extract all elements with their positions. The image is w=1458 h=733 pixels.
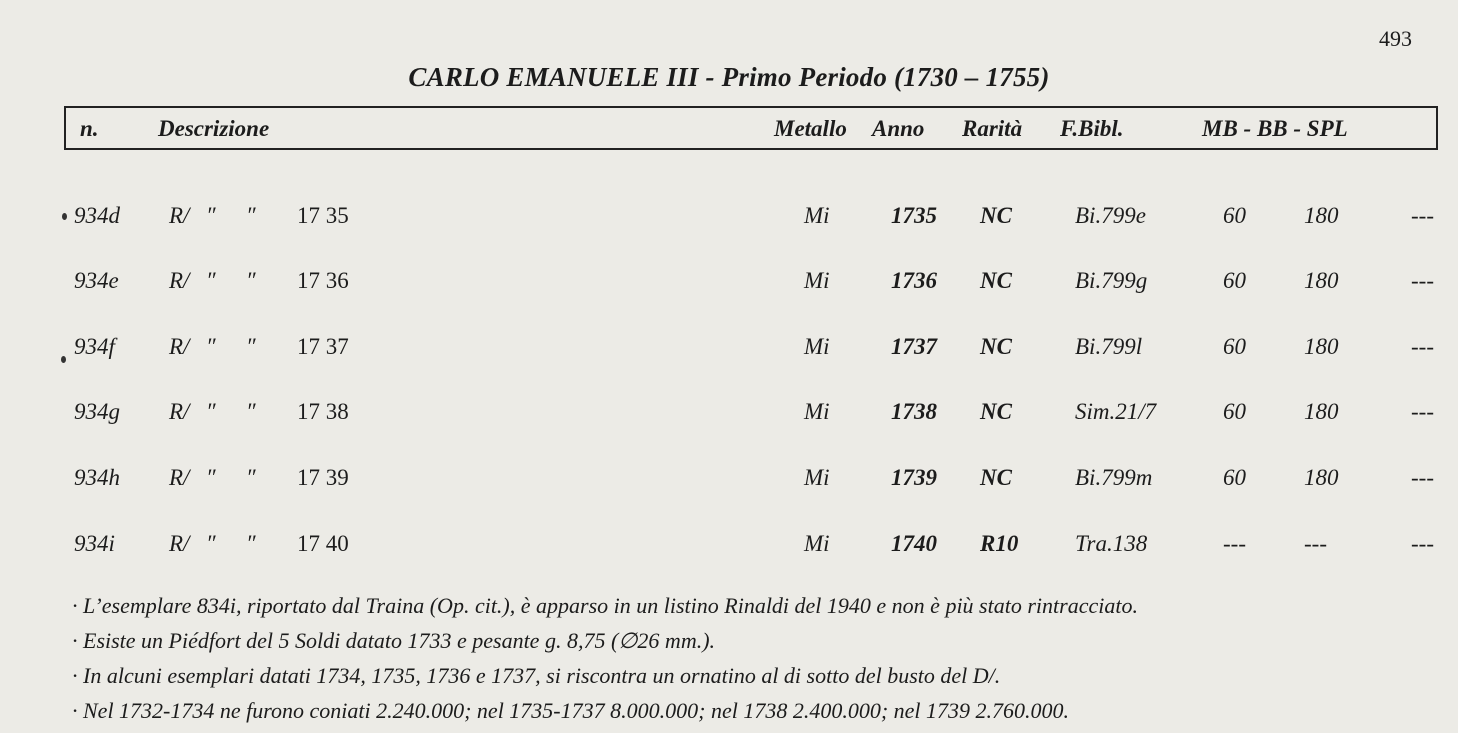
cell-mb: 60 <box>1223 399 1246 424</box>
cell-metallo: Mi <box>804 465 830 490</box>
header-n: n. <box>80 116 99 141</box>
cell-mb: 60 <box>1223 334 1246 359</box>
cell-date: 17 37 <box>297 334 349 359</box>
page-number: 493 <box>1379 26 1412 51</box>
cell-date: 17 35 <box>297 203 349 228</box>
cell-n: 934d <box>74 203 120 228</box>
cell-metallo: Mi <box>804 531 830 556</box>
cell-rarita: R10 <box>980 531 1019 556</box>
cell-rarita: NC <box>980 465 1012 490</box>
table-header <box>64 106 1438 150</box>
cell-rarita: NC <box>980 268 1012 293</box>
cell-reverse: R/ <box>169 531 190 556</box>
cell-rarita: NC <box>980 399 1012 424</box>
cell-ditto: ″ <box>206 465 216 490</box>
header-anno: Anno <box>872 116 925 141</box>
note: · Nel 1732-1734 ne furono coniati 2.240.000; nel 1735-1737 8.000.000; nel 1738 2.400.000; nel 1739 2.760.000. <box>72 698 1070 723</box>
cell-n: 934f <box>74 334 115 359</box>
cell-spl: --- <box>1411 268 1434 293</box>
cell-date: 17 39 <box>297 465 349 490</box>
cell-fbibl: Bi.799m <box>1075 465 1153 490</box>
cell-mb: 60 <box>1223 465 1246 490</box>
cell-anno: 1738 <box>891 399 937 424</box>
cell-ditto: ″ <box>246 465 256 490</box>
header-fbibl: F.Bibl. <box>1060 116 1124 141</box>
cell-bb: 180 <box>1304 399 1339 424</box>
note: · In alcuni esemplari datati 1734, 1735, 1736 e 1737, si riscontra un ornatino al di sotto del busto del D/. <box>72 663 1001 688</box>
cell-date: 17 40 <box>297 531 349 556</box>
table-row <box>0 334 1458 368</box>
cell-spl: --- <box>1411 531 1434 556</box>
cell-metallo: Mi <box>804 399 830 424</box>
cell-date: 17 38 <box>297 399 349 424</box>
cell-ditto: ″ <box>206 399 216 424</box>
cell-metallo: Mi <box>804 334 830 359</box>
cell-ditto: ″ <box>246 268 256 293</box>
header-descrizione: Descrizione <box>158 116 270 141</box>
cell-bb: 180 <box>1304 334 1339 359</box>
cell-ditto: ″ <box>206 531 216 556</box>
cell-fbibl: Tra.138 <box>1075 531 1148 556</box>
cell-anno: 1735 <box>891 203 937 228</box>
table-row <box>0 465 1458 499</box>
cell-rarita: NC <box>980 203 1012 228</box>
cell-spl: --- <box>1411 203 1434 228</box>
cell-reverse: R/ <box>169 268 190 293</box>
cell-metallo: Mi <box>804 203 830 228</box>
cell-spl: --- <box>1411 399 1434 424</box>
table-row <box>0 203 1458 237</box>
cell-ditto: ″ <box>246 334 256 359</box>
cell-reverse: R/ <box>169 465 190 490</box>
cell-date: 17 36 <box>297 268 349 293</box>
cell-reverse: R/ <box>169 399 190 424</box>
cell-ditto: ″ <box>246 203 256 228</box>
cell-fbibl: Bi.799g <box>1075 268 1148 293</box>
cell-spl: --- <box>1411 465 1434 490</box>
cell-anno: 1737 <box>891 334 937 359</box>
cell-ditto: ″ <box>206 268 216 293</box>
header-rarita: Rarità <box>962 116 1023 141</box>
header-metallo: Metallo <box>774 116 847 141</box>
cell-reverse: R/ <box>169 203 190 228</box>
cell-bb: --- <box>1304 531 1327 556</box>
table-row <box>0 268 1458 302</box>
cell-n: 934g <box>74 399 120 424</box>
cell-mb: --- <box>1223 531 1246 556</box>
cell-fbibl: Sim.21/7 <box>1075 399 1157 424</box>
cell-anno: 1740 <box>891 531 937 556</box>
cell-bb: 180 <box>1304 203 1339 228</box>
cell-n: 934h <box>74 465 120 490</box>
page-title: CARLO EMANUELE III - Primo Periodo (1730 – 1755) <box>408 62 1050 92</box>
cell-rarita: NC <box>980 334 1012 359</box>
cell-mb: 60 <box>1223 203 1246 228</box>
cell-ditto: ″ <box>246 531 256 556</box>
table-row <box>0 531 1458 565</box>
cell-bb: 180 <box>1304 465 1339 490</box>
cell-ditto: ″ <box>246 399 256 424</box>
cell-fbibl: Bi.799e <box>1075 203 1146 228</box>
cell-mb: 60 <box>1223 268 1246 293</box>
cell-n: 934i <box>74 531 115 556</box>
cell-ditto: ″ <box>206 203 216 228</box>
cell-metallo: Mi <box>804 268 830 293</box>
cell-ditto: ″ <box>206 334 216 359</box>
header-grades: MB - BB - SPL <box>1202 116 1348 141</box>
cell-anno: 1736 <box>891 268 937 293</box>
table-row <box>0 399 1458 433</box>
note: · L’esemplare 834i, riportato dal Traina (Op. cit.), è apparso in un listino Rinaldi del 1940 e non è più stato rintracciato. <box>72 593 1138 618</box>
cell-fbibl: Bi.799l <box>1075 334 1143 359</box>
notes <box>72 588 1138 728</box>
cell-spl: --- <box>1411 334 1434 359</box>
note: · Esiste un Piédfort del 5 Soldi datato 1733 e pesante g. 8,75 (∅26 mm.). <box>72 628 716 653</box>
cell-anno: 1739 <box>891 465 937 490</box>
cell-bb: 180 <box>1304 268 1339 293</box>
cell-n: 934e <box>74 268 119 293</box>
cell-reverse: R/ <box>169 334 190 359</box>
